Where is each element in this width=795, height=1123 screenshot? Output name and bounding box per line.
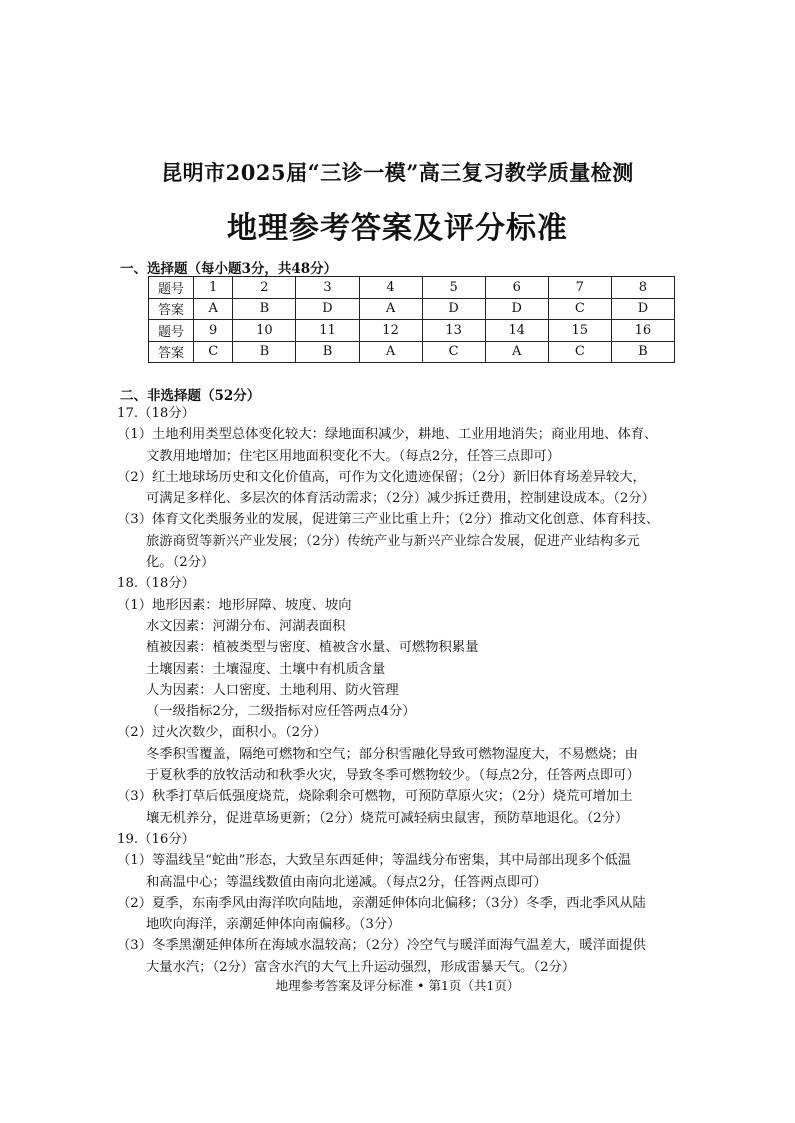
answer-line: （2）过火次数少，面积小。（2分） bbox=[117, 725, 327, 741]
answer-cell: C bbox=[548, 341, 611, 363]
answer-cell: C bbox=[194, 341, 233, 363]
table-row bbox=[149, 277, 675, 299]
answer-cell: A bbox=[485, 341, 548, 363]
question-number: 12 bbox=[359, 320, 422, 342]
question-number: 7 bbox=[548, 277, 611, 299]
question-number: 5 bbox=[422, 277, 485, 299]
question-number: 14 bbox=[485, 320, 548, 342]
answer-line: 土壤因素：土壤湿度、土壤中有机质含量 bbox=[146, 661, 386, 677]
page-footer: 地理参考答案及评分标准 • 第1页（共1页） bbox=[275, 978, 520, 993]
row-label: 答案 bbox=[149, 341, 194, 363]
answer-line: （1）地形因素：地形屏障、坡度、坡向 bbox=[117, 597, 352, 613]
answer-line: 人为因素：人口密度、土地利用、防火管理 bbox=[146, 682, 399, 698]
question-number: 11 bbox=[296, 320, 359, 342]
answer-line: 地吹向海洋，亲潮延伸体向南偏移。（3分） bbox=[146, 917, 401, 933]
question-heading: 19.（16分） bbox=[117, 831, 195, 847]
table-row bbox=[149, 320, 675, 342]
question-number: 6 bbox=[485, 277, 548, 299]
multiple-choice-answer-table bbox=[148, 276, 675, 363]
answer-line: 文教用地增加；住宅区用地面积变化不大。（每点2分，任答三点即可） bbox=[146, 448, 561, 464]
answer-cell: B bbox=[296, 341, 359, 363]
answer-line: 旅游商贸等新兴产业发展；（2分）传统产业与新兴产业综合发展，促进产业结构多元 bbox=[146, 533, 640, 549]
exam-title: 昆明市2025届“三诊一模”高三复习教学质量检测 bbox=[161, 160, 634, 185]
answer-cell: A bbox=[359, 298, 422, 320]
answer-line: （3）体育文化类服务业的发展，促进第三产业比重上升；（2分）推动文化创意、体育科技、 bbox=[117, 512, 660, 528]
answer-line: 水文因素：河湖分布、河湖表面积 bbox=[146, 618, 346, 634]
question-number: 3 bbox=[296, 277, 359, 299]
answer-line: 可满足多样化、多层次的体育活动需求；（2分）减少拆迁费用，控制建设成本。（2分） bbox=[146, 491, 655, 507]
row-label: 题号 bbox=[149, 277, 194, 299]
question-number: 2 bbox=[233, 277, 296, 299]
answer-cell: B bbox=[233, 298, 296, 320]
answer-line: 冬季积雪覆盖，隔绝可燃物和空气；部分积雪融化导致可燃物湿度大，不易燃烧；由 bbox=[146, 746, 638, 762]
answer-cell: C bbox=[548, 298, 611, 320]
question-number: 8 bbox=[611, 277, 674, 299]
question-number: 15 bbox=[548, 320, 611, 342]
table-row bbox=[149, 341, 675, 363]
question-number: 16 bbox=[611, 320, 674, 342]
answer-key-title: 地理参考答案及评分标准 bbox=[227, 211, 568, 246]
question-number: 1 bbox=[194, 277, 233, 299]
answer-cell: D bbox=[422, 298, 485, 320]
row-label: 答案 bbox=[149, 298, 194, 320]
answer-cell: D bbox=[485, 298, 548, 320]
answer-body bbox=[117, 403, 683, 978]
question-heading: 18.（18分） bbox=[117, 576, 195, 592]
section1-heading: 一、选择题（每小题3分，共48分） bbox=[120, 261, 338, 277]
answer-cell: D bbox=[611, 298, 674, 320]
answer-line: 大量水汽；（2分）富含水汽的大气上升运动强烈，形成雷暴天气。（2分） bbox=[146, 959, 576, 975]
answer-line: （1）等温线呈“蛇曲”形态，大致呈东西延伸；等温线分布密集，其中局部出现多个低温 bbox=[117, 853, 632, 869]
answer-cell: A bbox=[359, 341, 422, 363]
answer-line: 化。（2分） bbox=[146, 555, 215, 571]
question-number: 13 bbox=[422, 320, 485, 342]
table-row bbox=[149, 298, 675, 320]
answer-cell: C bbox=[422, 341, 485, 363]
answer-cell: B bbox=[233, 341, 296, 363]
section2-heading: 二、非选择题（52分） bbox=[120, 388, 261, 404]
answer-line: 和高温中心；等温线数值由南向北递减。（每点2分，任答两点即可） bbox=[146, 874, 547, 890]
question-number: 4 bbox=[359, 277, 422, 299]
answer-line: （1）土地利用类型总体变化较大：绿地面积减少，耕地、工业用地消失；商业用地、体育、 bbox=[117, 427, 658, 443]
answer-line: （3）秋季打草后低强度烧荒，烧除剩余可燃物，可预防草原火灾；（2分）烧荒可增加土 bbox=[117, 789, 633, 805]
answer-line: （一级指标2分，二级指标对应任答两点4分） bbox=[146, 704, 416, 720]
answer-line: 壤无机养分，促进草场更新；（2分）烧荒可减轻病虫鼠害，预防草地退化。（2分） bbox=[146, 810, 629, 826]
answer-line: （3）冬季黑潮延伸体所在海域水温较高；（2分）冷空气与暖洋面海气温差大，暖洋面提供 bbox=[117, 938, 646, 954]
question-heading: 17.（18分） bbox=[117, 406, 195, 421]
question-number: 10 bbox=[233, 320, 296, 342]
row-label: 题号 bbox=[149, 320, 194, 342]
answer-line: （2）红土地球场历史和文化价值高，可作为文化遗迹保留；（2分）新旧体育场差异较大， bbox=[117, 469, 646, 485]
answer-cell: D bbox=[296, 298, 359, 320]
answer-cell: B bbox=[611, 341, 674, 363]
question-number: 9 bbox=[194, 320, 233, 342]
answer-line: （2）夏季，东南季风由海洋吹向陆地，亲潮延伸体向北偏移；（3分）冬季，西北季风从陆 bbox=[117, 895, 646, 911]
answer-line: 植被因素：植被类型与密度、植被含水量、可燃物积累量 bbox=[146, 640, 479, 656]
answer-line: 于夏秋季的放牧活动和秋季火灾，导致冬季可燃物较少。（每点2分，任答两点即可） bbox=[146, 768, 640, 784]
answer-cell: A bbox=[194, 298, 233, 320]
